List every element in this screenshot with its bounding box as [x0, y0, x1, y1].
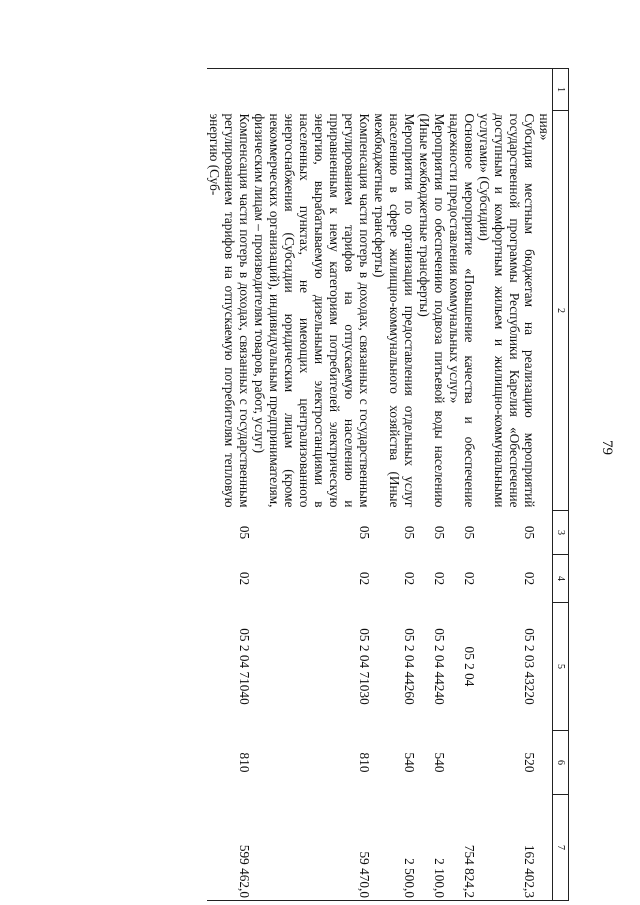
section-code: 05 — [237, 525, 252, 540]
table-row — [417, 69, 447, 901]
row-name: Компенсация части потерь в доходах, связанных с государственным регулированием тарифов на отпускаемую потребителям тепловую энергию (Суб- — [207, 113, 252, 508]
page-number: 79 — [599, 440, 615, 455]
row-number — [417, 69, 447, 111]
row-name: Мероприятия по организации предоставления отдельных услуг населению в сфере жилищно-коммунального хозяйства (Иные межбюджетные трансферты) — [372, 113, 417, 508]
row-name: ния» — [537, 113, 552, 141]
subsection-code: 02 — [432, 571, 447, 586]
expense-type-code: 520 — [522, 752, 537, 773]
section-code: 05 — [432, 525, 447, 540]
table-row — [207, 69, 252, 901]
expense-type-code: 540 — [402, 752, 417, 773]
amount: 162 402,3 — [477, 795, 537, 901]
row-number — [447, 69, 477, 111]
column-header-1: 1 — [553, 69, 569, 111]
row-number — [537, 69, 553, 111]
section-code — [537, 511, 553, 555]
target-article-code: 05 2 03 43220 — [522, 628, 537, 705]
table-row — [252, 69, 372, 901]
amount: 59 470,0 — [252, 795, 372, 901]
column-header-6: 6 — [553, 731, 569, 795]
target-article-code: 05 2 04 71030 — [357, 628, 372, 705]
column-header-2: 2 — [553, 111, 569, 511]
row-number — [477, 69, 537, 111]
subsection-code: 02 — [357, 571, 372, 586]
target-article-code: 05 2 04 — [462, 646, 477, 687]
amount: 2 100,0 — [417, 795, 447, 901]
column-header-7: 7 — [553, 795, 569, 901]
section-code: 05 — [522, 525, 537, 540]
subsection-code: 02 — [237, 571, 252, 586]
amount: 2 500,0 — [372, 795, 417, 901]
table-body — [207, 69, 553, 901]
amount — [537, 795, 553, 901]
section-code: 05 — [462, 525, 477, 540]
row-name: Субсидия местным бюджетам на реализацию мероприятий государственной программы Республики Карелия «Обеспечение доступным и комфортным жильем и жилищно-коммунальными услугами» (Субсидии) — [477, 113, 537, 508]
section-code: 05 — [402, 525, 417, 540]
target-article-code: 05 2 04 44240 — [432, 628, 447, 705]
budget-table — [207, 68, 569, 901]
section-code: 05 — [357, 525, 372, 540]
target-article-code — [537, 603, 553, 731]
expense-type-code: 540 — [432, 752, 447, 773]
table-row — [477, 69, 537, 901]
expense-type-code: 810 — [237, 752, 252, 773]
column-header-4: 4 — [553, 555, 569, 603]
table-row — [372, 69, 417, 901]
expense-type-code: 810 — [357, 752, 372, 773]
expense-type-code — [537, 731, 553, 795]
subsection-code: 02 — [402, 571, 417, 586]
column-header-3: 3 — [553, 511, 569, 555]
amount: 599 462,0 — [207, 795, 252, 901]
subsection-code: 02 — [522, 571, 537, 586]
column-header-5: 5 — [553, 603, 569, 731]
expense-type-code — [447, 731, 477, 795]
table-header — [553, 69, 569, 901]
amount: 754 824,2 — [447, 795, 477, 901]
table-row — [537, 69, 553, 901]
row-number — [207, 69, 252, 111]
subsection-code — [537, 555, 553, 603]
row-number — [372, 69, 417, 111]
row-name: Мероприятия по обеспечению подвоза питьевой воды населению (Иные межбюджетные трансферты) — [417, 113, 447, 508]
target-article-code: 05 2 04 71040 — [237, 628, 252, 705]
target-article-code: 05 2 04 44260 — [402, 628, 417, 705]
row-number — [252, 69, 372, 111]
table-row — [447, 69, 477, 901]
subsection-code: 02 — [462, 571, 477, 586]
row-name: Основное мероприятие «Повышение качества и обеспечение надежности предоставления коммунальных услуг» — [447, 113, 477, 508]
row-name: Компенсация части потерь в доходах, связанных с государственным регулированием тарифов на отпускаемую населению и приравненным к нему категориям потребителей электрическую энергию, вырабатываемую дизельными электростанциями в населенных пунктах, не имеющих централизованного энергоснабжения (Субсидии юридическим лицам (кроме некоммерческих организаций), индивидуальным предпринимателям, физическим лицам – производителям товаров, работ, услуг) — [252, 113, 372, 508]
